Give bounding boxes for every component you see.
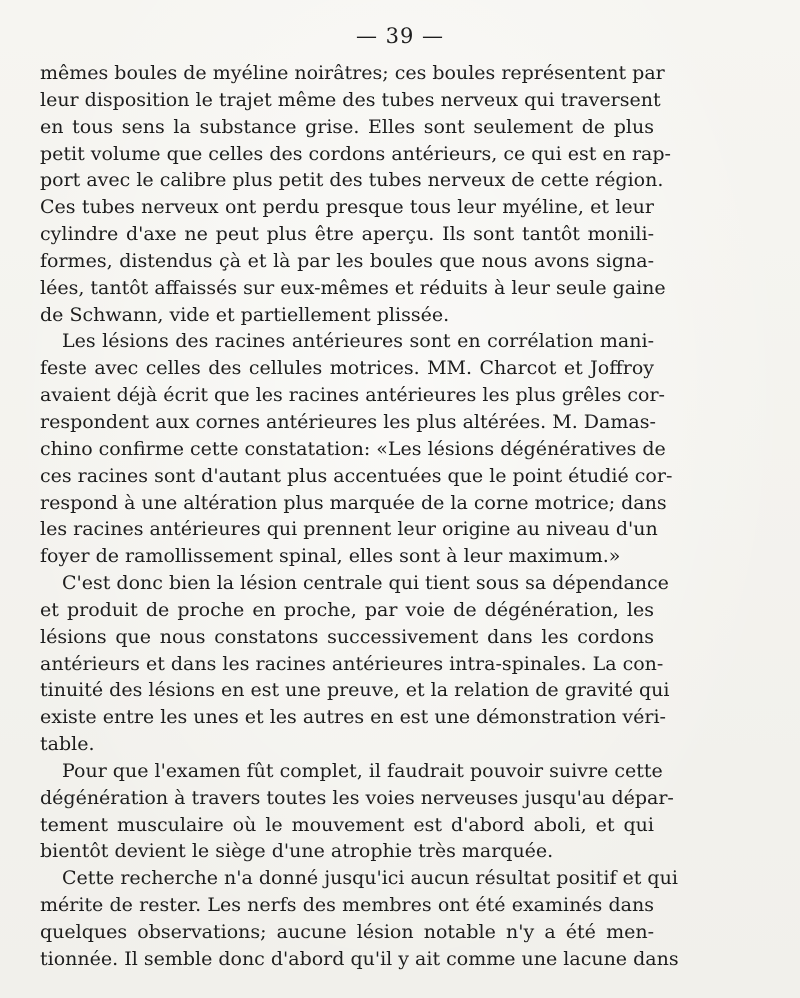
text-line: mêmes boules de myéline noirâtres; ces boules représentent par	[40, 62, 665, 84]
text-line: feste avec celles des cellules motrices. MM. Charcot et Joffroy	[40, 357, 654, 380]
text-line: tinuité des lésions en est une preuve, et la relation de gravité qui	[40, 679, 670, 702]
text-line: les racines antérieures qui prennent leur origine au niveau d'un	[40, 518, 658, 541]
text-line: bientôt devient le siège d'une atrophie très marquée.	[40, 840, 554, 863]
text-line: respondent aux cornes antérieures les plus altérées. M. Damas-	[40, 410, 656, 433]
text-line: antérieurs et dans les racines antérieures intra-spinales. La con-	[40, 652, 664, 675]
text-line: Ces tubes nerveux ont perdu presque tous leur myéline, et leur	[40, 196, 654, 219]
body-text	[40, 60, 679, 973]
text-line: existe entre les unes et les autres en est une démonstration véri-	[40, 706, 666, 729]
text-line: dégénération à travers toutes les voies nerveuses jusqu'au dépar-	[40, 786, 674, 809]
text-line: Cette recherche n'a donné jusqu'ici aucun résultat positif et qui	[62, 867, 678, 890]
text-line: respond à une altération plus marquée de la corne motrice; dans	[40, 491, 667, 514]
paragraph	[40, 60, 671, 328]
text-line: avaient déjà écrit que les racines antérieures les plus grêles cor-	[40, 384, 665, 407]
paragraph	[40, 758, 674, 865]
text-line: mérite de rester. Les nerfs des membres ont été examinés dans	[40, 894, 654, 917]
text-line: lées, tantôt affaissés sur eux-mêmes et réduits à leur seule gaine	[40, 276, 666, 299]
text-line: lésions que nous constatons successivement dans les cordons	[40, 625, 654, 648]
text-line: cylindre d'axe ne peut plus être aperçu. Ils sont tantôt monili-	[40, 223, 654, 246]
text-line: Pour que l'examen fût complet, il faudrait pouvoir suivre cette	[62, 759, 663, 782]
text-line: en tous sens la substance grise. Elles sont seulement de plus	[40, 115, 654, 138]
paragraph	[40, 328, 673, 570]
text-line: table.	[40, 733, 95, 756]
page-number: — 39 —	[355, 24, 445, 48]
text-line: C'est donc bien la lésion centrale qui tient sous sa dépendance	[62, 572, 669, 595]
text-line: chino confirme cette constatation: «Les lésions dégénératives de	[40, 437, 666, 460]
paragraph	[40, 570, 670, 758]
text-line: et produit de proche en proche, par voie de dégénération, les	[40, 598, 654, 621]
text-line: ces racines sont d'autant plus accentuées que le point étudié cor-	[40, 464, 673, 487]
text-line: foyer de ramollissement spinal, elles sont à leur maximum.»	[40, 545, 621, 568]
text-line: leur disposition le trajet même des tubes nerveux qui traversent	[40, 88, 661, 111]
text-line: tionnée. Il semble donc d'abord qu'il y ait comme une lacune dans	[40, 947, 679, 970]
text-line: port avec le calibre plus petit des tubes nerveux de cette région.	[40, 169, 664, 192]
text-line: petit volume que celles des cordons antérieurs, ce qui est en rap-	[40, 142, 671, 165]
paragraph	[40, 865, 679, 972]
text-line: formes, distendus çà et là par les boules que nous avons signa-	[40, 249, 654, 272]
text-line: Les lésions des racines antérieures sont en corrélation mani-	[62, 330, 654, 353]
text-line: tement musculaire où le mouvement est d'abord aboli, et qui	[40, 813, 654, 836]
text-line: de Schwann, vide et partiellement plissée.	[40, 303, 450, 326]
text-line: quelques observations; aucune lésion notable n'y a été men-	[40, 921, 654, 943]
